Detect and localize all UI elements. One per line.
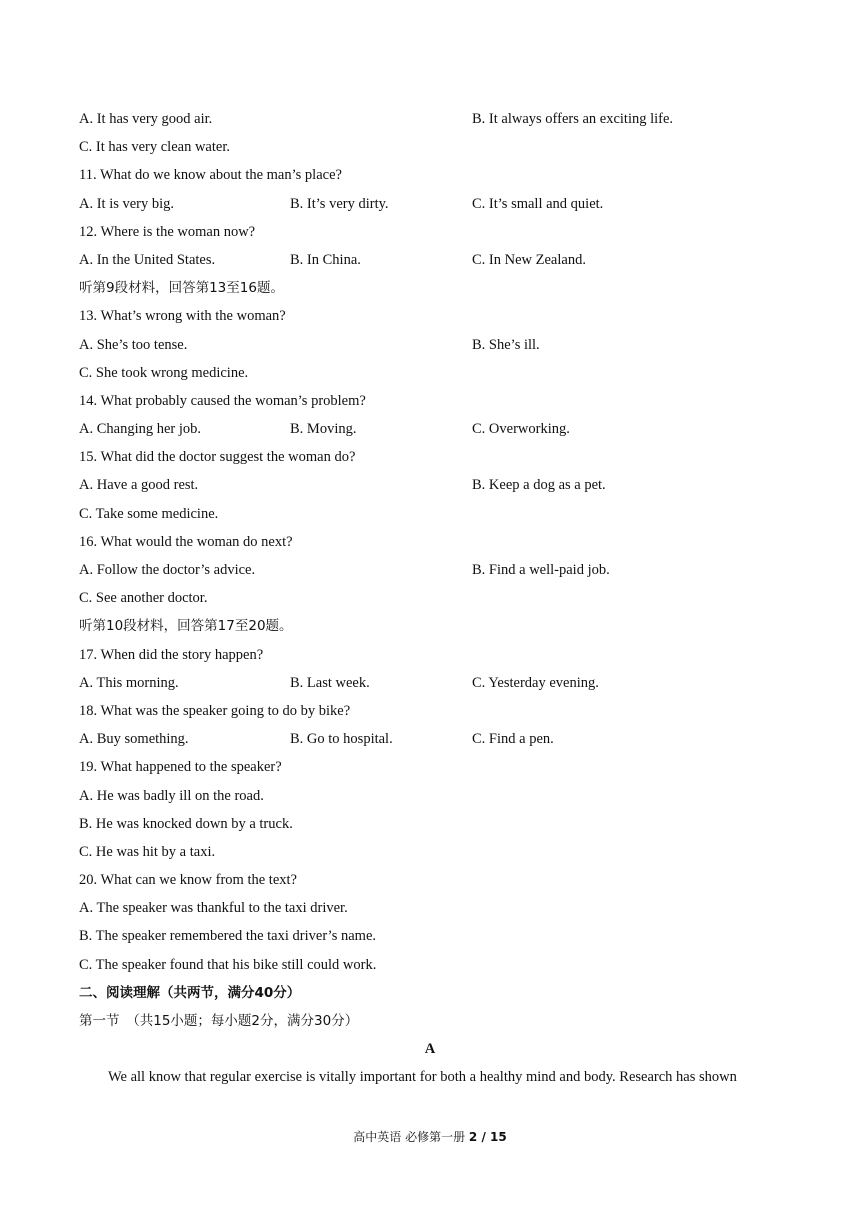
option-b: B. It always offers an exciting life. (472, 111, 674, 127)
option-row (79, 725, 789, 753)
option-a: A. Follow the doctor’s advice. (79, 562, 256, 578)
question-line: 11. What do we know about the man’s place? (79, 167, 342, 184)
page-content (79, 105, 789, 1092)
option-b: B. Find a well-paid job. (472, 562, 610, 578)
text-line: C. He was hit by a taxi. (79, 843, 216, 860)
option-b: B. She’s ill. (472, 336, 540, 353)
option-c: C. In New Zealand. (472, 251, 586, 268)
option-c: C. Find a pen. (472, 731, 554, 748)
text-line: A. The speaker was thankful to the taxi driver. (79, 900, 348, 917)
option-row (79, 105, 789, 133)
option-a: A. She’s too tense. (79, 336, 188, 353)
question-line: 13. What’s wrong with the woman? (79, 308, 286, 325)
option-row (79, 415, 789, 443)
option-b: B. It’s very dirty. (290, 195, 389, 212)
option-a: A. It has very good air. (79, 111, 213, 127)
text-line: B. He was knocked down by a truck. (79, 815, 293, 832)
option-c: C. Overworking. (472, 421, 570, 438)
text-line: C. It has very clean water. (79, 139, 230, 156)
option-c: C. Yesterday evening. (472, 674, 599, 691)
option-row (79, 190, 789, 218)
question-line: 18. What was the speaker going to do by bike? (79, 702, 351, 719)
option-row (79, 471, 789, 499)
option-b: B. In China. (290, 251, 361, 268)
footer-book-title: 高中英语 必修第一册 (353, 1130, 469, 1144)
question-line: 17. When did the story happen? (79, 646, 264, 663)
page-footer (0, 1128, 860, 1145)
footer-page-number: 2 / 15 (468, 1130, 507, 1144)
question-line: 20. What can we know from the text? (79, 872, 297, 889)
instruction-line: 听第9段材料，回答第13至16题。 (79, 280, 284, 297)
question-line: 19. What happened to the speaker? (79, 759, 282, 776)
passage-text: We all know that regular exercise is vitally important for both a healthy mind and body. Research has shown (108, 1069, 737, 1086)
passage-label: A (424, 1041, 436, 1058)
instruction-line: 第一节 （共15小题；每小题2分，满分30分） (79, 1013, 359, 1029)
text-line: B. The speaker remembered the taxi driver’s name. (79, 928, 377, 945)
option-c: C. It’s small and quiet. (472, 195, 604, 212)
option-row (79, 246, 789, 274)
option-a: A. In the United States. (79, 251, 216, 268)
option-b: B. Go to hospital. (290, 731, 393, 748)
option-a: A. Changing her job. (79, 421, 202, 438)
option-b: B. Last week. (290, 674, 370, 691)
option-row (79, 556, 789, 584)
instruction-line: 听第10段材料，回答第17至20题。 (79, 618, 293, 635)
question-line: 16. What would the woman do next? (79, 533, 293, 550)
text-line: C. See another doctor. (79, 590, 208, 607)
option-a: A. It is very big. (79, 195, 175, 212)
option-row (79, 669, 789, 697)
option-a: A. This morning. (79, 674, 179, 691)
option-b: B. Keep a dog as a pet. (472, 477, 606, 494)
text-line: A. He was badly ill on the road. (79, 787, 264, 804)
question-line: 15. What did the doctor suggest the woman do? (79, 449, 356, 466)
text-line: C. Take some medicine. (79, 505, 219, 522)
text-line: C. The speaker found that his bike still could work. (79, 956, 377, 973)
option-a: A. Have a good rest. (79, 477, 199, 494)
question-line: 14. What probably caused the woman’s problem? (79, 392, 366, 409)
option-a: A. Buy something. (79, 731, 189, 748)
text-line: C. She took wrong medicine. (79, 364, 249, 381)
section-heading: 二、阅读理解（共两节，满分40分） (79, 984, 301, 1001)
option-b: B. Moving. (290, 421, 357, 438)
option-row (79, 331, 789, 359)
question-line: 12. Where is the woman now? (79, 223, 256, 240)
